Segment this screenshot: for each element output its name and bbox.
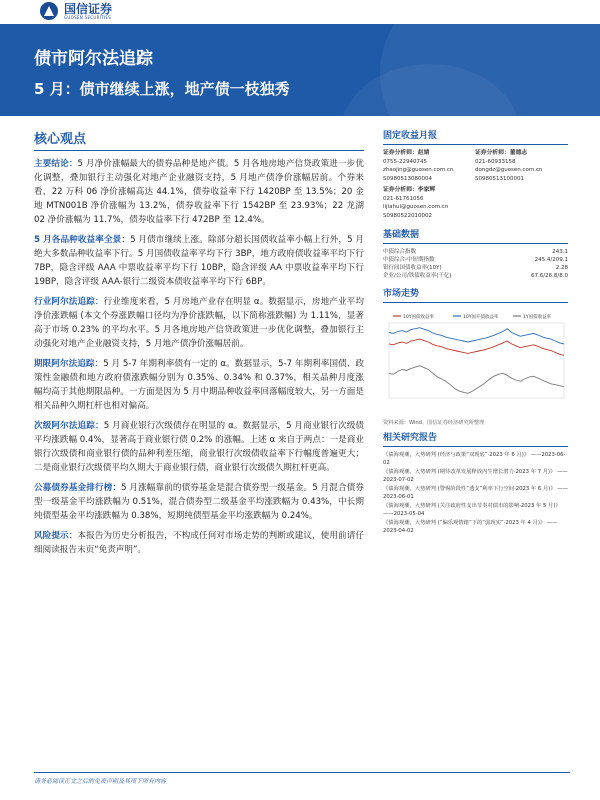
basic-data-row <box>383 264 568 272</box>
report-subtitle: 5 月：债市继续上涨，地产债一枝独秀 <box>34 80 290 98</box>
related-report-item[interactable]: 《债海观潮，大势研判 (警惕阶段性“透支”利率下行空间·2023 年 6 月)》 ——2023-06-01 <box>383 486 568 500</box>
paragraph-text: 5 月净价涨幅最大的债券品种是地产债。5 月各地房地产信贷政策进一步优化调整，叠加银行主动强化对地产企业融资支持，5 月地产债净价涨幅居前。个券来看，22 万科 06 净价涨幅高达 44.1%，债券收益率下行 1420BP 至 13.5%；20 金地 MTN001B 净价涨幅为 13.2%，债券收益率下行 1542BP 至 23.93%；22 龙湖 02 净价涨幅为 11.7%，债券收益率下行 472BP 至 12.4%。 <box>34 159 364 225</box>
data-value: 2.28 <box>555 265 568 271</box>
basic-data-row <box>383 256 568 264</box>
related-report-item[interactable]: 《债海观潮，大势研判 (期待改革发展释放内生增长潜力·2023 年 7 月)》 ——2023-07-02 <box>383 469 568 483</box>
legend-label: 1Y国债收益率 <box>523 315 552 320</box>
paragraph-keyword: 公募债券基金排行榜： <box>34 483 122 493</box>
logo-cn-text: 国信证券 <box>64 1 113 16</box>
analyst-email[interactable]: zhaojing@guosen.com.cn <box>383 167 454 173</box>
report-title: 债市阿尔法追踪 <box>34 49 153 69</box>
paragraph-text: 行业维度来看，5 月房地产业存在明显 α。数据显示，房地产业平均净价涨跌幅 (本文个券涨跌幅口径均为净价涨跌幅，以下简称涨跌幅) 为 1.11%，显著高于市场 0.23% 的平均水平。5 月各地房地产信贷政策进一步优化调整，叠加银行主动强化对地产企业融资支持，5 月地产债净价涨幅居前。 <box>34 297 364 349</box>
core-paragraph <box>34 481 364 523</box>
title-banner <box>0 24 600 116</box>
market-trend-title: 市场走势 <box>383 286 568 303</box>
analyst-phone: 0755-22940745 <box>383 158 427 165</box>
top-bar <box>0 0 600 24</box>
market-trend-chart <box>383 309 568 414</box>
paragraph-text: 5 月 5-7 年期利率债有一定的 α。数据显示，5-7 年期利率国债、政策性金融债和地方政府债涨跌幅分别为 0.35%、0.34% 和 0.37%，相关品种月度涨幅均高于其他期限品种。一方面是因为 5 月中期品种收益率回落幅度较大，另一方面是相关品种久期杠杆也相对偏高。 <box>34 359 364 411</box>
analyst-name: 证券分析师：赵婧 <box>383 150 430 156</box>
logo-en-text: GUOSEN SECURITIES <box>64 14 112 20</box>
paragraph-keyword: 期限阿尔法追踪： <box>34 359 104 369</box>
data-label: 中债综合指数 <box>383 249 417 255</box>
legend-label: 10Y国债收益率 <box>403 315 434 320</box>
analyst-card <box>383 186 475 220</box>
analyst-card <box>475 149 567 183</box>
core-paragraph <box>34 233 364 289</box>
core-paragraph <box>34 157 364 227</box>
related-report-item[interactable]: 《债海观潮，大势研判 (“偏乐观情绪”下的“弱现实”·2023 年 4 月)》 ——2023-04-02 <box>383 520 558 534</box>
analyst-email[interactable]: dongdz@guosen.com.cn <box>475 167 543 173</box>
chart-frame <box>389 323 564 398</box>
series-line <box>389 328 564 344</box>
paragraph-keyword: 次级阿尔法追踪： <box>34 421 104 431</box>
data-label: 企业/公司/铁债收益率(千亿) <box>383 273 452 279</box>
core-paragraph <box>34 357 364 413</box>
analyst-phone: 021-61761056 <box>383 195 424 202</box>
analyst-list <box>383 149 568 223</box>
paragraph-keyword: 5 月各品种收益率全景： <box>34 235 131 245</box>
analyst-cert: S0980522010002 <box>383 212 432 219</box>
related-reports-list <box>383 451 568 535</box>
basic-data-row <box>383 272 568 280</box>
data-label: 银行间国债收益率(10Y) <box>383 265 442 271</box>
paragraph-keyword: 主要结论： <box>34 159 78 169</box>
core-paragraphs <box>34 157 364 557</box>
company-logo <box>40 0 112 22</box>
paragraph-text: 5 月涨幅靠前的债券基金是混合债券型一级基金。5 月混合债券型一级基金平均涨跌幅为 0.51%，混合债券型二级基金平均涨跌幅为 0.43%，中长期纯债型基金平均涨跌幅为 0.38%，短期纯债型基金平均涨跌幅为 0.24%。 <box>34 483 364 521</box>
disclaimer-footer: 请务必阅读正文之后的免责声明及其项下所有内容 <box>34 772 570 785</box>
logo-icon <box>40 2 58 20</box>
core-heading: 核心观点 <box>34 128 364 151</box>
data-value: 67.6/26.8/8.0 <box>531 273 568 279</box>
data-value: 243.1 <box>552 249 568 255</box>
basic-data-title: 基础数据 <box>383 227 568 244</box>
related-reports-title: 相关研究报告 <box>383 430 568 447</box>
core-paragraph <box>34 295 364 351</box>
basic-data-table <box>383 248 568 280</box>
core-paragraph <box>34 419 364 475</box>
series-line <box>389 339 564 355</box>
paragraph-keyword: 风险提示： <box>34 531 78 541</box>
data-value: 245.4/209.1 <box>534 257 568 263</box>
basic-data-row <box>383 248 568 256</box>
series-line <box>389 366 564 394</box>
paragraph-keyword: 行业阿尔法追踪： <box>34 297 104 307</box>
data-label: 中债综合-中短期指数 <box>383 257 435 263</box>
paragraph-text: 本报告为历史分析报告，不构成任何对市场走势的判断或建议，使用前请仔细阅读报告末页“免责声明”。 <box>34 531 364 555</box>
paragraph-text: 5 月债市继续上涨。除部分超长国债收益率小幅上行外，5 月绝大多数品种收益率下行。5 月国债收益率平均下行 3BP，地方政府债收益率平均下行 7BP，隐含评级 AAA 中票收益率平均下行 10BP，隐含评级 AA 中票收益率平均下行 19BP，隐含评级 AAA-银行二级资本债收益率平均下行 6BP。 <box>34 235 364 287</box>
chart-source: 资料来源：Wind、国信证券经济研究所整理 <box>383 420 485 426</box>
sidebar <box>383 128 568 536</box>
legend-label: 10Y国开债收益率 <box>463 315 499 320</box>
core-paragraph <box>34 529 364 557</box>
analyst-card <box>383 149 475 183</box>
analyst-phone: 021-60933158 <box>475 158 516 165</box>
analyst-email[interactable]: lijiahui@guosen.com.cn <box>383 204 449 210</box>
monthly-label: 固定收益月报 <box>383 128 568 145</box>
related-report-item[interactable]: 《债海观潮，大势研判 (经济与政策“双现底”·2023 年 6 月)》 ——2023-06-02 <box>383 452 566 466</box>
core-section <box>34 128 364 563</box>
related-report-item[interactable]: 《债海观潮，大势研判 (关注政府性支出节奏对债市的影响·2023 年 5 月)》 ——2023-05-04 <box>383 503 561 517</box>
paragraph-text: 5 月商业银行次级债存在明显的 α。数据显示，5 月商业银行次级债平均涨跌幅 0.4%，显著高于商业银行债 0.2% 的涨幅。上述 α 来自于两点：一是商业银行次级债和商业银行债的品种利差压缩，商业银行次级债收益率下行幅度普遍更大；二是商业银行次级债平均久期大于商业银行债，商业银行次级债久期杠杆更高。 <box>34 421 364 473</box>
analyst-cert: S0980513100001 <box>475 175 524 182</box>
analyst-name: 证券分析师：董德志 <box>475 150 528 156</box>
analyst-cert: S0980513080004 <box>383 175 432 182</box>
analyst-name: 证券分析师：李家辉 <box>383 187 436 193</box>
